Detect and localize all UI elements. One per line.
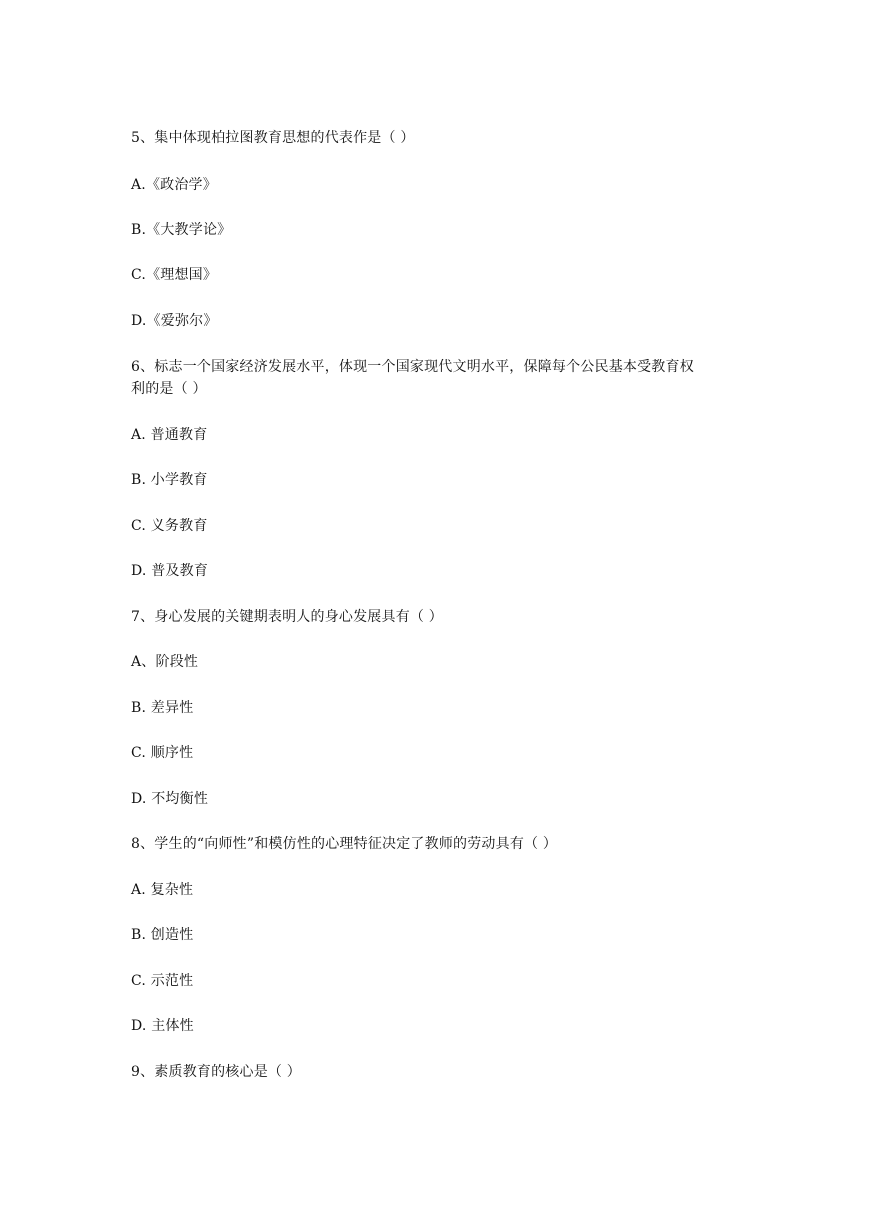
question-6-option-d: D. 普及教育 xyxy=(131,563,209,579)
question-8-option-c: C. 示范性 xyxy=(131,973,194,989)
question-8-option-a: A. 复杂性 xyxy=(131,882,194,898)
question-5-option-d: D.《爱弥尔》 xyxy=(131,313,218,329)
question-5-stem: 5、集中体现柏拉图教育思想的代表作是（ ） xyxy=(131,130,415,146)
question-8-option-d: D. 主体性 xyxy=(131,1018,194,1034)
question-8-option-b: B. 创造性 xyxy=(131,927,194,943)
question-5-option-c: C.《理想国》 xyxy=(131,267,218,283)
question-7-option-b: B. 差异性 xyxy=(131,700,194,716)
question-8-stem: 8、学生的“向师性”和模仿性的心理特征决定了教师的劳动具有（ ） xyxy=(131,836,558,852)
question-7-stem: 7、身心发展的关键期表明人的身心发展具有（ ） xyxy=(131,609,443,625)
question-7-option-d: D. 不均衡性 xyxy=(131,791,209,807)
question-7-option-a: A、阶段性 xyxy=(131,654,199,670)
question-6-option-c: C. 义务教育 xyxy=(131,518,208,534)
question-6-stem-line2: 利的是（ ） xyxy=(131,381,207,397)
question-6-option-b: B. 小学教育 xyxy=(131,472,208,488)
question-5-option-a: A.《政治学》 xyxy=(131,177,217,193)
question-6-option-a: A. 普通教育 xyxy=(131,427,208,443)
question-7-option-c: C. 顺序性 xyxy=(131,745,194,761)
question-6-stem-line1: 6、标志一个国家经济发展水平，体现一个国家现代文明水平，保障每个公民基本受教育权 xyxy=(131,359,694,375)
question-5-option-b: B.《大教学论》 xyxy=(131,222,232,238)
question-9-stem: 9、素质教育的核心是（ ） xyxy=(131,1064,301,1080)
